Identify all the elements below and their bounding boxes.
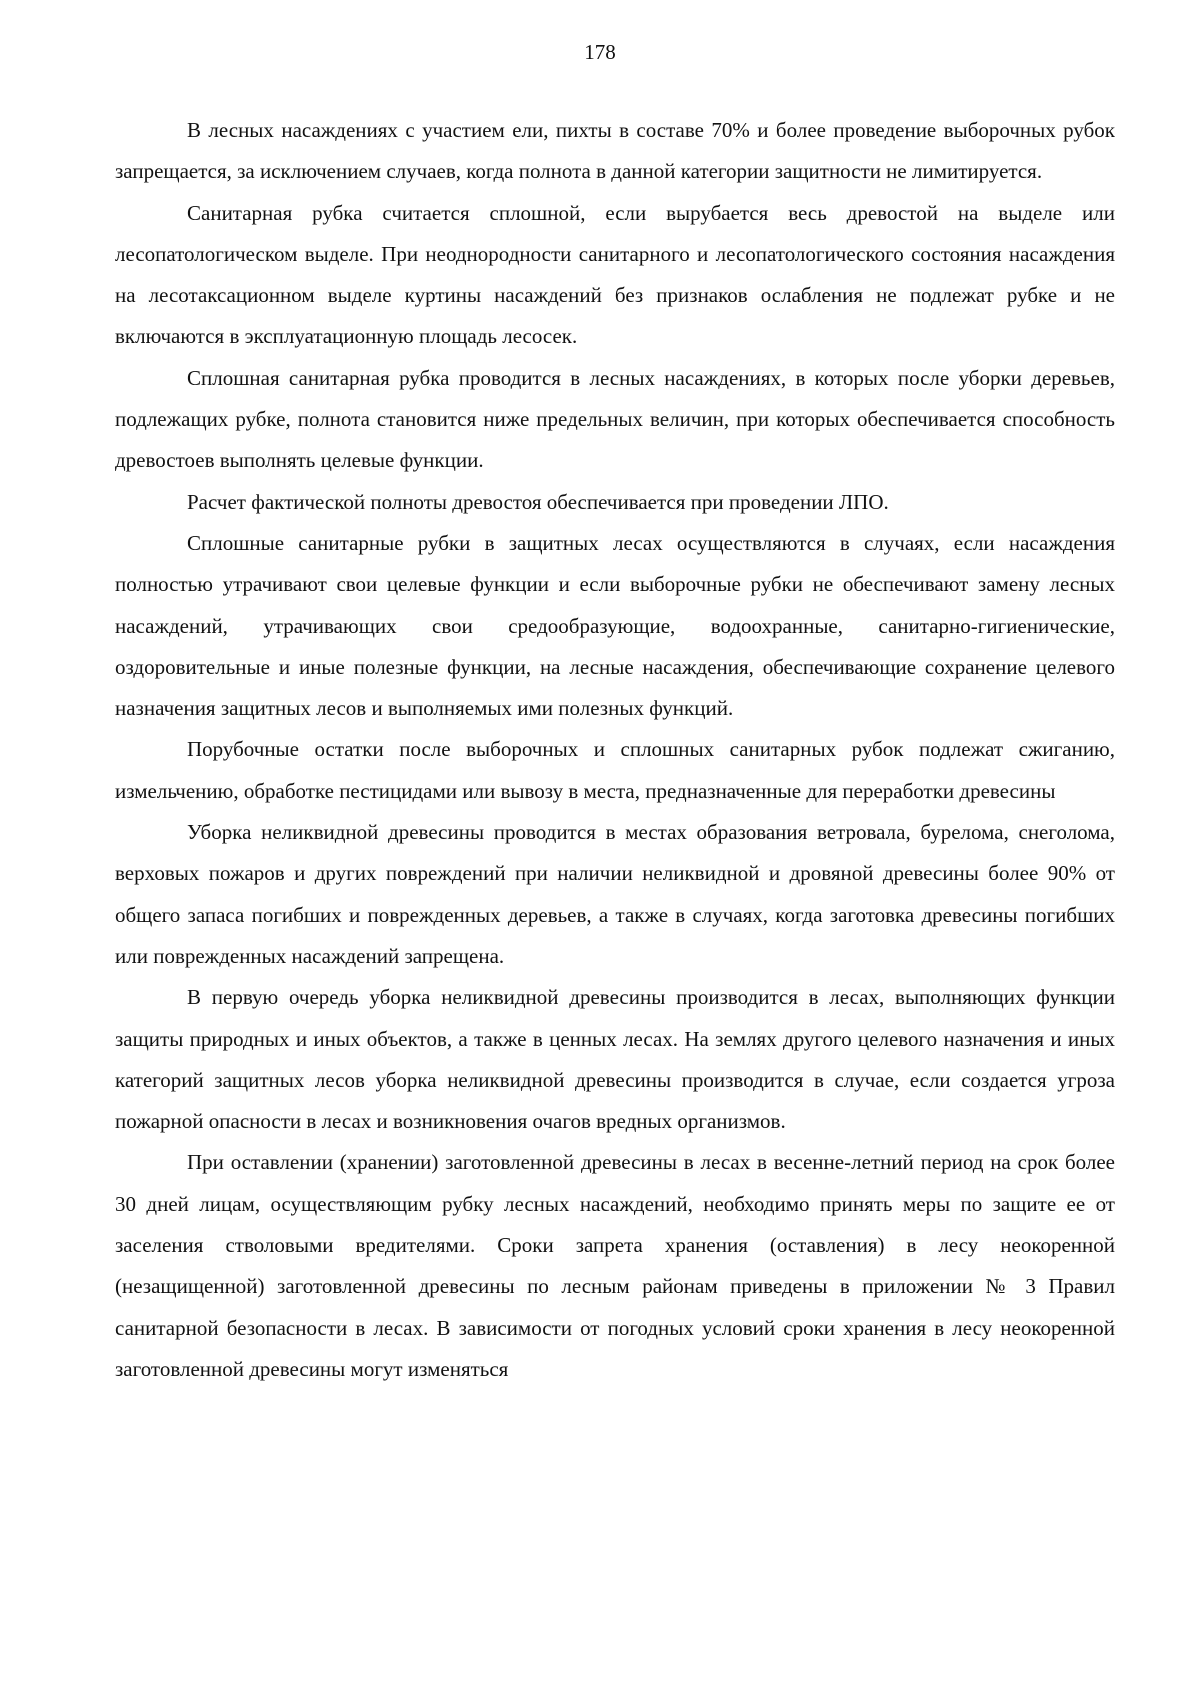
- paragraph-clear-sanitary-felling-conditions: Сплошная санитарная рубка проводится в лесных насаждениях, в которых после уборки деревьев, подлежащих рубке, полнота становится ниже предельных величин, при которых обеспечивается способность древостоев выполнять целевые функции.: [115, 365, 1115, 473]
- paragraph-logging-residues: Порубочные остатки после выборочных и сплошных санитарных рубок подлежат сжиганию, измельчению, обработке пестицидами или вывозу в места, предназначенные для переработки древесины: [115, 737, 1115, 803]
- paragraph-priority-removal: В первую очередь уборка неликвидной древесины производится в лесах, выполняющих функции защиты природных и иных объектов, а также в ценных лесах. На землях другого целевого назначения и иных категорий защитных лесов уборка неликвидной древесины производится в случае, если создается угроза пожарной опасности в лесах и возникновения очагов вредных организмов.: [115, 985, 1115, 1134]
- paragraph-non-merchantable-wood-removal: Уборка неликвидной древесины проводится в местах образования ветровала, бурелома, снеголома, верховых пожаров и других повреждений при наличии неликвидной и дровяной древесины более 90% от общего запаса погибших и поврежденных деревьев, а также в случаях, когда заготовка древесины погибших или поврежденных насаждений запрещена.: [115, 820, 1115, 968]
- paragraph-spruce-fir-selective-felling: В лесных насаждениях с участием ели, пихты в составе 70% и более проведение выборочных рубок запрещается, за исключением случаев, когда полнота в данной категории защитности не лимитируется.: [115, 118, 1115, 184]
- paragraph-density-calculation: Расчет фактической полноты древостоя обеспечивается при проведении ЛПО.: [187, 489, 889, 514]
- paragraph-harvested-wood-storage: При оставлении (хранении) заготовленной древесины в лесах в весенне-летний период на срок более 30 дней лицам, осуществляющим рубку лесных насаждений, необходимо принять меры по защите ее от заселения стволовыми вредителями. Сроки запрета хранения (оставления) в лесу неокоренной (незащищенной) заготовленной древесины по лесным районам приведены в приложении № 3 Правил санитарной безопасности в лесах. В зависимости от погодных условий сроки хранения в лесу неокоренной заготовленной древесины могут изменяться: [115, 1150, 1115, 1381]
- paragraph-sanitary-clear-felling-definition: Санитарная рубка считается сплошной, если вырубается весь древостой на выделе или лесопатологическом выделе. При неоднородности санитарного и лесопатологического состояния насаждения на лесотаксационном выделе куртины насаждений без признаков ослабления не подлежат рубке и не включаются в эксплуатационную площадь лесосек.: [115, 200, 1115, 349]
- document-body: [115, 110, 1115, 1390]
- page-number: 178: [584, 40, 616, 64]
- paragraph-protective-forests-clear-felling: Сплошные санитарные рубки в защитных лесах осуществляются в случаях, если насаждения полностью утрачивают свои целевые функции и если выборочные рубки не обеспечивают замену лесных насаждений, утрачивающих свои средообразующие, водоохранные, санитарно-гигиенические, оздоровительные и иные полезные функции, на лесные насаждения, обеспечивающие сохранение целевого назначения защитных лесов и выполняемых ими полезных функций.: [115, 530, 1115, 721]
